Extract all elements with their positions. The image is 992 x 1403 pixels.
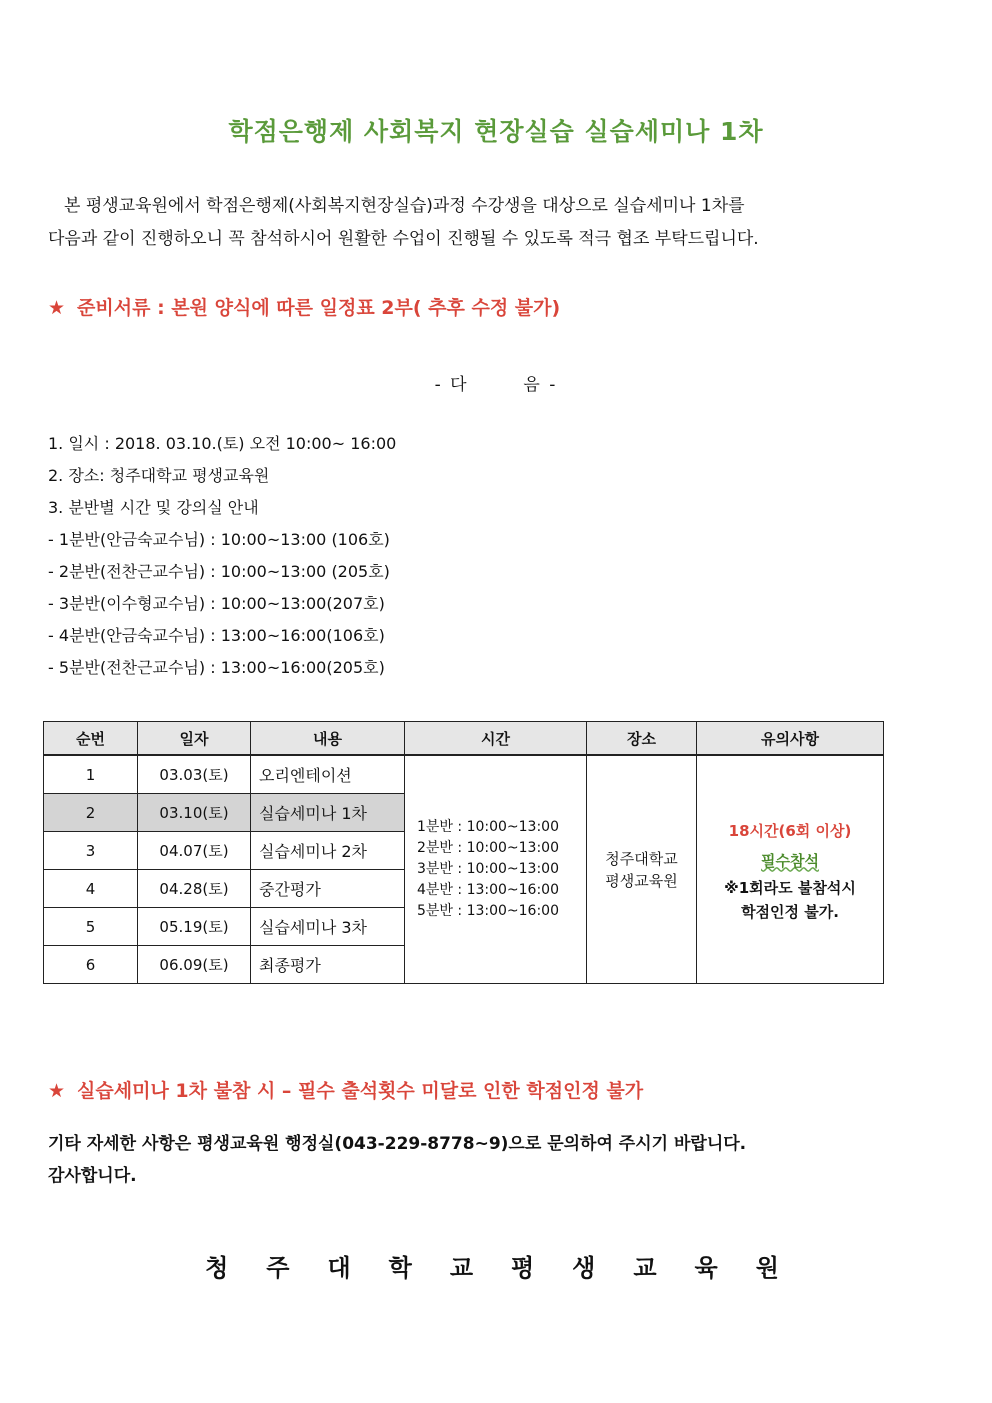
header-time: 시간 [405, 722, 587, 756]
time-line: 5분반 : 13:00~16:00 [417, 903, 559, 919]
star-icon: ★ [48, 1080, 66, 1102]
row-no: 5 [44, 908, 138, 946]
time-line: 1분반 : 10:00~13:00 [417, 819, 559, 835]
row-date: 04.07(토) [138, 832, 251, 870]
row-date: 04.28(토) [138, 870, 251, 908]
row-content: 중간평가 [251, 870, 405, 908]
daeum-right: 음 - [523, 375, 558, 395]
intro-line-2: 다음과 같이 진행하오니 꼭 참석하시어 원활한 수업이 진행될 수 있도록 적극 협조 부탁드립니다. [48, 229, 759, 249]
row-date: 03.10(토) [138, 794, 251, 832]
time-cell [405, 755, 587, 984]
contact-line-1: 기타 자세한 사항은 평생교육원 행정실(043-229-8778~9)으로 문의하여 주시기 바랍니다. [48, 1134, 747, 1154]
detail-item: - 1분반(안금숙교수님) : 10:00~13:00 (106호) [48, 530, 390, 549]
time-line: 4분반 : 13:00~16:00 [417, 882, 559, 898]
row-date: 05.19(토) [138, 908, 251, 946]
details-list [48, 428, 396, 684]
daeum-heading [0, 370, 992, 395]
row-content: 실습세미나 3차 [251, 908, 405, 946]
place-cell [587, 755, 697, 984]
row-date: 06.09(토) [138, 946, 251, 984]
place-line-1: 청주대학교 [605, 849, 678, 868]
detail-item: - 5분반(전찬근교수님) : 13:00~16:00(205호) [48, 658, 385, 677]
row-no: 3 [44, 832, 138, 870]
detail-item: - 4분반(안금숙교수님) : 13:00~16:00(106호) [48, 626, 385, 645]
issuer-signature: 청주대학교평생교육원 [205, 1254, 817, 1282]
row-no: 2 [44, 794, 138, 832]
time-line: 2분반 : 10:00~13:00 [417, 840, 559, 856]
schedule-table [43, 721, 884, 984]
notes-cell [697, 755, 884, 984]
detail-item: 2. 장소: 청주대학교 평생교육원 [48, 466, 270, 485]
row-no: 4 [44, 870, 138, 908]
row-content: 오리엔테이션 [251, 755, 405, 794]
intro-line-1: 본 평생교육원에서 학점은행제(사회복지현장실습)과정 수강생을 대상으로 실습세미나 1차를 [64, 196, 745, 216]
place-line-2: 평생교육원 [605, 871, 678, 890]
row-no: 6 [44, 946, 138, 984]
row-content: 실습세미나 1차 [251, 794, 405, 832]
time-line: 3분반 : 10:00~13:00 [417, 861, 559, 877]
detail-item: - 2분반(전찬근교수님) : 10:00~13:00 (205호) [48, 562, 390, 581]
absence-warning [48, 1076, 643, 1103]
header-content: 내용 [251, 722, 405, 756]
notes-warning-1: ※1회라도 불참석시 [724, 878, 856, 897]
header-no: 순번 [44, 722, 138, 756]
header-place: 장소 [587, 722, 697, 756]
contact-paragraph [48, 1128, 746, 1192]
table-header-row [44, 722, 884, 756]
row-date: 03.03(토) [138, 755, 251, 794]
row-no: 1 [44, 755, 138, 794]
row-content: 최종평가 [251, 946, 405, 984]
table-row [44, 755, 884, 794]
star-icon: ★ [48, 297, 66, 319]
daeum-left: - 다 [434, 375, 469, 395]
notes-required: 필수참석 [761, 851, 819, 870]
absence-warning-text: 실습세미나 1차 불참 시 – 필수 출석횟수 미달로 인한 학점인정 불가 [77, 1080, 644, 1102]
prep-documents-text: 준비서류 : 본원 양식에 따른 일정표 2부( 추후 수정 불가) [77, 297, 561, 319]
detail-item: 1. 일시 : 2018. 03.10.(토) 오전 10:00~ 16:00 [48, 434, 397, 453]
prep-documents-notice [48, 293, 560, 320]
detail-item: 3. 분반별 시간 및 강의실 안내 [48, 498, 259, 517]
closing-thanks: 감사합니다. [48, 1166, 137, 1186]
row-content: 실습세미나 2차 [251, 832, 405, 870]
detail-item: - 3분반(이수형교수님) : 10:00~13:00(207호) [48, 594, 385, 613]
notes-warning-2: 학점인정 불가. [741, 902, 839, 921]
header-date: 일자 [138, 722, 251, 756]
notes-hours: 18시간(6회 이상) [728, 821, 852, 840]
intro-paragraph [48, 190, 938, 256]
document-title: 학점은행제 사회복지 현장실습 실습세미나 1차 [228, 117, 764, 146]
header-notes: 유의사항 [697, 722, 884, 756]
